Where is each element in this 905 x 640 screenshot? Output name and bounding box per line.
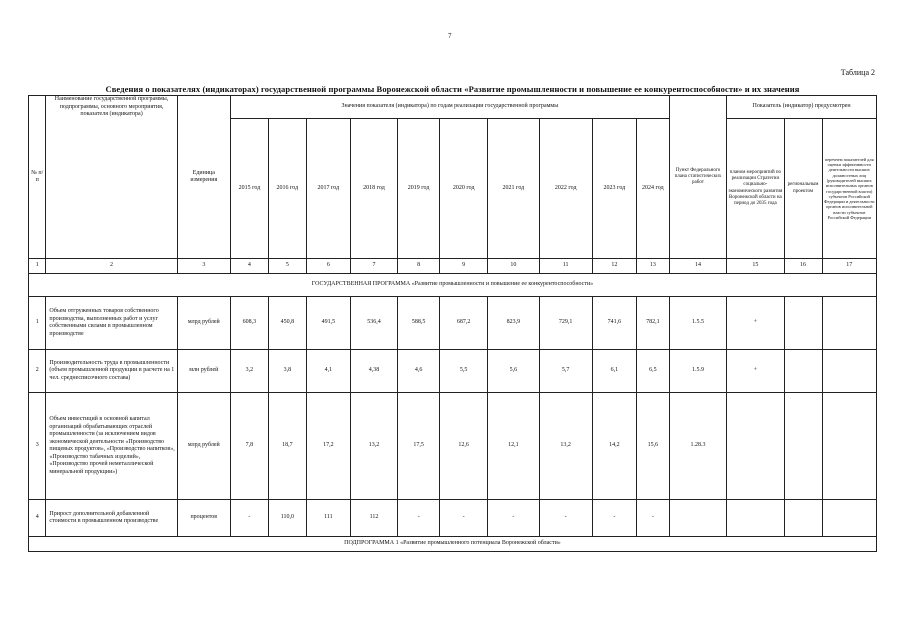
section-title: ГОСУДАРСТВЕННАЯ ПРОГРАММА «Развитие промышленности и повышение ее конкурентоспособности» [29,274,877,297]
row-value: 450,8 [268,297,306,350]
row-no: 3 [29,393,46,500]
row-efficiency-mark [822,350,877,393]
row-value: 6,5 [636,350,669,393]
row-value: 15,6 [636,393,669,500]
header-fed-stat: Пункт Федерального плана статистических работ [669,96,726,259]
row-strategy-mark: + [727,350,784,393]
row-value: - [592,500,636,537]
row-value: 536,4 [350,297,397,350]
row-fed-stat: 1.5.9 [669,350,726,393]
row-value: 588,5 [398,297,440,350]
col-number: 13 [636,259,669,274]
row-fed-stat [669,500,726,537]
col-number: 15 [727,259,784,274]
row-value: 14,2 [592,393,636,500]
col-number: 17 [822,259,877,274]
col-number: 10 [488,259,539,274]
document-title: Сведения о показателях (индикаторах) государственной программы Воронежской области «Развитие промышленности и повышение ее конкурентоспособности» и их значения [105,84,800,94]
header-year: 2015 год [230,119,268,259]
row-name: Объем инвестиций в основной капитал организаций обрабатывающих отраслей промышленности (за исключением видов экономической деятельности «Производство пищевых продуктов», «Производство напитков», «Производство табачных изделий», «Производство прочей неметаллической минеральной продукции») [46,393,177,500]
col-number: 11 [539,259,592,274]
col-number: 1 [29,259,46,274]
row-value: 18,7 [268,393,306,500]
col-number: 8 [398,259,440,274]
header-no: № п/п [29,96,46,259]
row-value: 112 [350,500,397,537]
row-efficiency-mark [822,297,877,350]
row-fed-stat: 1.5.5 [669,297,726,350]
header-strategy: планом мероприятий по реализации Стратегии социально-экономического развития Воронежской области на период до 2035 года [727,119,784,259]
indicators-table [28,95,877,552]
header-year: 2016 год [268,119,306,259]
row-value: 12,6 [440,393,488,500]
header-efficiency-list: перечнем показателей для оценки эффективности деятельности высших должностных лиц (руководителей высших исполнительных органов государственной власти) субъектов Российской Федерации и деятельности органов исполнительной власти субъектов Российской Федерации [822,119,877,259]
row-efficiency-mark [822,393,877,500]
col-number: 5 [268,259,306,274]
header-unit: Единица измерения [177,96,230,259]
header-year: 2023 год [592,119,636,259]
col-number: 7 [350,259,397,274]
col-number: 2 [46,259,177,274]
row-unit: млрд рублей [177,297,230,350]
header-years-group: Значения показателя (индикатора) по годам реализации государственной программы [230,96,669,119]
row-value: 741,6 [592,297,636,350]
table-row [29,350,877,393]
header-year: 2017 год [306,119,350,259]
row-value: - [230,500,268,537]
row-value: 729,1 [539,297,592,350]
header-name: Наименование государственной программы, подпрограммы, основного мероприятия, показателя (индикатора) [46,96,177,259]
row-unit: млн рублей [177,350,230,393]
section-row [29,274,877,297]
row-value: 12,1 [488,393,539,500]
row-value: 17,2 [306,393,350,500]
header-regional-project: региональным проектом [784,119,822,259]
page-number: 7 [448,32,452,40]
col-number: 14 [669,259,726,274]
row-value: 110,0 [268,500,306,537]
subprogram-row [29,537,877,552]
table-label: Таблица 2 [840,68,875,77]
header-year: 2019 год [398,119,440,259]
table-row [29,297,877,350]
row-value: 3,8 [268,350,306,393]
col-number: 6 [306,259,350,274]
col-number: 9 [440,259,488,274]
row-value: 5,5 [440,350,488,393]
row-value: - [636,500,669,537]
row-value: 13,2 [350,393,397,500]
row-value: 608,3 [230,297,268,350]
row-value: 111 [306,500,350,537]
row-value: 3,2 [230,350,268,393]
row-regional-mark [784,500,822,537]
row-unit: млрд рублей [177,393,230,500]
row-unit: процентов [177,500,230,537]
subprogram-title: ПОДПРОГРАММА 1 «Развитие промышленного потенциала Воронежской области» [29,537,877,552]
row-value: 4,1 [306,350,350,393]
row-strategy-mark [727,500,784,537]
header-year: 2018 год [350,119,397,259]
row-no: 2 [29,350,46,393]
row-value: - [539,500,592,537]
row-value: - [488,500,539,537]
col-number: 4 [230,259,268,274]
table-row [29,500,877,537]
header-year: 2020 год [440,119,488,259]
row-value: 687,2 [440,297,488,350]
row-value: 5,6 [488,350,539,393]
row-fed-stat: 1.28.3 [669,393,726,500]
row-value: 782,1 [636,297,669,350]
row-no: 4 [29,500,46,537]
row-value: 4,6 [398,350,440,393]
row-value: 13,2 [539,393,592,500]
header-year: 2022 год [539,119,592,259]
row-efficiency-mark [822,500,877,537]
row-regional-mark [784,393,822,500]
row-value: 823,9 [488,297,539,350]
row-value: 491,5 [306,297,350,350]
table-row [29,393,877,500]
header-year: 2021 год [488,119,539,259]
row-value: 6,1 [592,350,636,393]
header-group2: Показатель (индикатор) предусмотрен [727,96,877,119]
col-number: 16 [784,259,822,274]
row-strategy-mark [727,393,784,500]
header-year: 2024 год [636,119,669,259]
col-number: 12 [592,259,636,274]
row-name: Производительность труда в промышленности (объем промышленной продукции в расчете на 1 чел. среднесписочного состава) [46,350,177,393]
row-regional-mark [784,350,822,393]
row-value: 17,5 [398,393,440,500]
col-number: 3 [177,259,230,274]
row-value: 5,7 [539,350,592,393]
row-value: 7,8 [230,393,268,500]
row-name: Прирост дополнительной добавленной стоимости в промышленном производстве [46,500,177,537]
row-name: Объем отгруженных товаров собственного производства, выполненных работ и услуг собственными силами в промышленном производстве [46,297,177,350]
row-value: - [398,500,440,537]
row-regional-mark [784,297,822,350]
row-value: - [440,500,488,537]
row-no: 1 [29,297,46,350]
row-value: 4,38 [350,350,397,393]
column-numbers-row [29,259,877,274]
row-strategy-mark: + [727,297,784,350]
header-row-1 [29,96,877,119]
